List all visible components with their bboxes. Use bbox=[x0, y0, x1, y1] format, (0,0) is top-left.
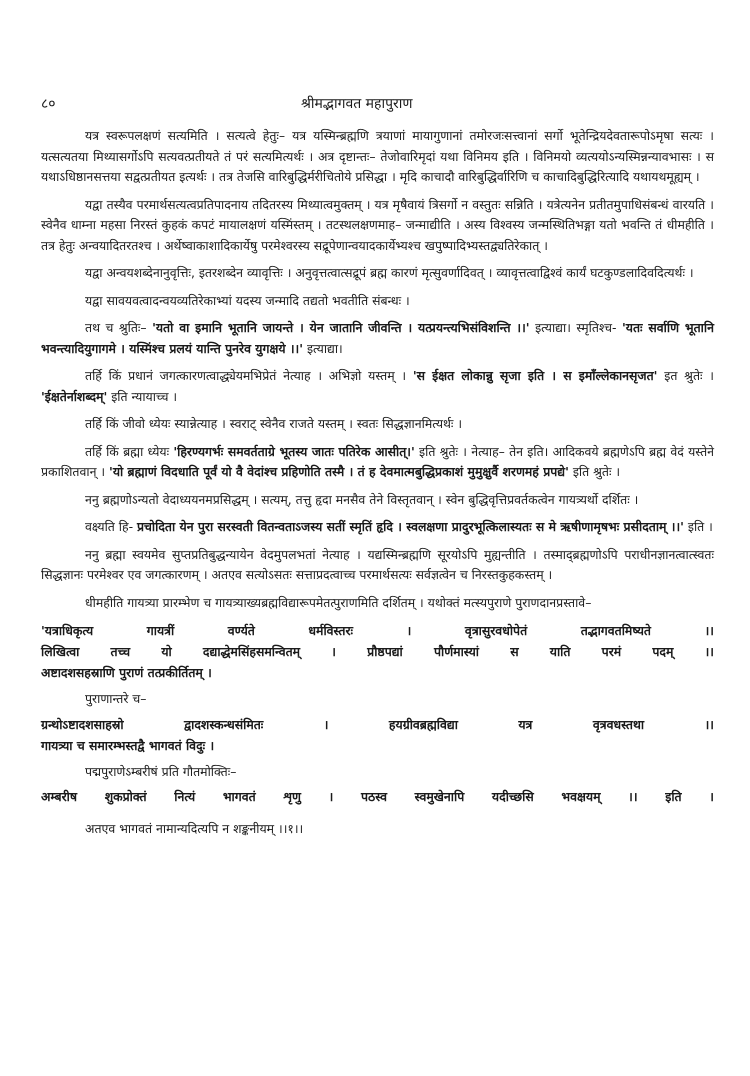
shruti-quote: 'यतो वा इमानि भूतानि जायन्ते । येन जातानि जीवन्ति । यत्प्रयन्त्यभिसंविशन्ति ।।' bbox=[152, 320, 530, 335]
commentary-body bbox=[41, 126, 714, 840]
paragraph-savayava: यद्वा सावयवत्वादन्वयव्यतिरेकाभ्यां यदस्य जन्मादि तद्यतो भवतीति संबन्धः । bbox=[85, 292, 410, 308]
verse-line: 'यत्राधिकृत्य गायत्रीं वर्ण्यते धर्मविस्तरः । वृत्रासुरवधोपेतं तद्भागवतमिष्यते ।। bbox=[41, 623, 714, 638]
vakshyati-lead: वक्ष्यति हि- bbox=[85, 519, 137, 534]
paragraph-svarupa-lakshana: यत्र स्वरूपलक्षणं सत्यमिति । सत्यत्वे हेतुः– यत्र यस्मिन्ब्रह्मणि त्रयाणां मायागुणानां तमोरजःसत्त्वानां सर्गो भूतेन्द्रियदेवतारूपोऽमृषा सत्यः । यत्सत्यतया मिथ्यासर्गोऽपि सत्यवत्प्रतीयते तं परं सत्यमित्यर्थः । अत्र दृष्टान्तः– तेजोवारिमृदां यथा विनिमय इति । विनिमयो व्यत्ययोऽन्यस्मिन्नन्यावभासः । स यथाऽधिष्ठानसत्तया सद्वत्प्रतीयत इत्यर्थः । तत्र तेजसि वारिबुद्धिर्मरीचितोये प्रसिद्धा । मृदि काचादौ वारिबुद्धिर्वारिणि च काचादिबुद्धिरित्यादि यथायथमूह्यम् । bbox=[41, 128, 714, 184]
verse-line: लिखित्वा तच्च यो दद्याद्धेमसिंहसमन्वितम् । प्रौष्ठपद्यां पौर्णमास्यां स याति परमं पदम् ।। bbox=[41, 644, 714, 659]
verse-line: गायत्र्या च समारम्भस्तद्वै भागवतं विदुः । bbox=[41, 737, 215, 753]
shruti-lead: तथ च श्रुतिः– bbox=[85, 320, 153, 335]
puranantare-intro: पुराणान्तरे च– bbox=[85, 691, 147, 706]
brahma-mid: इति श्रुतेः । नेत्याह– तेन इति। आदिकवये ब्रह्मणेऽपि ब्रह्म वेदं यस्तेने प्रकाशितवान् । bbox=[41, 443, 715, 479]
page-number: ८० bbox=[41, 96, 56, 112]
paragraph-jiva: तर्हि किं जीवो ध्येयः स्यान्नेत्याह । स्वराट् स्वेनैव राजते यस्तम् । स्वतः सिद्धज्ञानमित्यर्थः । bbox=[85, 416, 463, 431]
paragraph-shruti bbox=[41, 318, 714, 359]
vakshyati-quote: प्रचोदिता येन पुरा सरस्वती वितन्वताऽजस्य सतीं स्मृतिं हृदि । स्वलक्षणा प्रादुरभूत्किलास्यतः स मे ऋषीणामृषभः प्रसीदताम् ।।' bbox=[137, 519, 684, 534]
paragraph-mithyatva: यद्वा तस्यैव परमार्थसत्यत्वप्रतिपादनाय तदितरस्य मिथ्यात्वमुक्तम् । यत्र मृषैवायं त्रिसर्गो न वस्तुतः सन्निति । यत्रेत्यनेन प्रतीतमुपाधिसंबन्धं वारयति । स्वेनैव धाम्ना महसा निरस्तं कुहकं कपटं मायालक्षणं यस्मिंस्तम् । तटस्थलक्षणमाह– जन्माद्यीति । अस्य विश्वस्य जन्मस्थितिभङ्गा यतो भवन्ति तं धीमहीति । तत्र हेतुः अन्वयादितरतश्च । अर्थेष्वाकाशादिकार्येषु परमेश्वरस्य सद्रूपेणान्वयादकार्येभ्यश्च खपुष्पादिभ्यस्तद्व्यतिरेकात् । bbox=[41, 196, 714, 253]
shvetashvatara-quote: 'यो ब्रह्माणं विदधाति पूर्वं यो वै वेदांश्च प्रहिणोति तस्मै । तं ह देवमात्मबुद्धिप्रकाशं मुमुक्षुर्वै शरणमहं प्रपद्ये' bbox=[109, 464, 569, 479]
verse-line: अष्टादशसहस्राणि पुराणं तत्प्रकीर्तितम् । bbox=[41, 665, 212, 680]
matsya-purana-verse bbox=[41, 620, 714, 683]
page-header bbox=[41, 94, 714, 120]
running-title: श्रीमद्भागवत महापुराण bbox=[301, 96, 413, 112]
paragraph-brahma bbox=[41, 442, 714, 483]
verse-line: अम्बरीष शुकप्रोक्तं नित्यं भागवतं शृणु । पठस्व स्वमुखेनापि यदीच्छसि भवक्षयम् ।। इति । bbox=[41, 789, 714, 804]
shruti-mid: इत्याद्या। स्मृतिश्च- bbox=[529, 320, 622, 335]
shruti-tail: इत्याद्या। bbox=[303, 340, 343, 356]
brahma-lead: तर्हि किं ब्रह्मा ध्येयः bbox=[85, 443, 174, 459]
paragraph-pradhana bbox=[41, 366, 714, 407]
vakshyati-tail: इति । bbox=[683, 519, 713, 534]
pradhana-quote: 'स ईक्षत लोकान्नु सृजा इति । स इमाँल्लेकानसृजत' bbox=[412, 368, 658, 383]
paragraph-nanu-brahma: ननु ब्रह्मा स्वयमेव सुप्तप्रतिबुद्धन्यायेन वेदमुपलभतां नेत्याह । यद्यस्मिन्ब्रह्मणि सूरयोऽपि मुह्यन्तीति । तस्माद्ब्रह्मणोऽपि पराधीनज्ञानत्वात्स्वतः सिद्धज्ञानः परमेश्वर एव जगत्कारणम् । अतएव सत्योऽसतः सत्ताप्रदत्वाच्च परमार्थसत्यः सर्वज्ञत्वेन च निरस्तकुहकस्तम् । bbox=[41, 546, 714, 582]
closing-line: अतएव भागवतं नामान्यदित्यपि न शङ्कनीयम् ।।१।। bbox=[85, 821, 304, 837]
verse-line: ग्रन्थोऽष्टादशसाहस्रो द्वादशस्कन्धसंमितः । हयग्रीवब्रह्मविद्या यत्र वृत्रवधस्तथा ।। bbox=[41, 716, 714, 732]
paragraph-vakshyati bbox=[41, 517, 714, 538]
hiranyagarbha-quote: 'हिरण्यगर्भः समवर्तताग्रे भूतस्य जातः पतिरेक आसीत्।' bbox=[173, 443, 415, 459]
brahma-tail: इति श्रुतेः । bbox=[568, 464, 621, 479]
paragraph-dhimahi: धीमहीति गायत्र्या प्रारम्भेण च गायत्र्याख्यब्रह्मविद्यारूपमेतत्पुराणमिति दर्शितम् । यथोक्तं मत्स्यपुराणे पुराणदानप्रस्तावे– bbox=[85, 594, 592, 610]
smriti-quote: 'यतः सर्वाणि भूतानि भवन्त्यादियुगागमे । यस्मिंश्च प्रलयं यान्ति पुनरेव युगक्षये ।।' bbox=[41, 320, 714, 356]
padma-purana-intro: पद्मपुराणेऽम्बरीषं प्रति गौतमोक्तिः– bbox=[85, 763, 237, 779]
padma-purana-verse bbox=[41, 786, 714, 807]
puranantare-verse bbox=[41, 714, 714, 756]
pradhana-mid: इत श्रुतेः । bbox=[657, 368, 714, 383]
paragraph-anvaya: यद्वा अन्वयशब्देनानुवृत्तिः, इतरशब्देन व्यावृत्तिः । अनुवृत्तत्वात्सद्रूपं ब्रह्म कारणं मृत्सुवर्णादिवत् । व्यावृत्तत्वाद्विश्वं कार्यं घटकुण्डलादिवदित्यर्थः । bbox=[85, 265, 694, 280]
nyaya-quote: 'ईक्षतेर्नाशब्दम्' bbox=[41, 388, 108, 404]
pradhana-lead: तर्हि किं प्रधानं जगत्कारणत्वाद्ध्येयमभिप्रेतं नेत्याह । अभिज्ञो यस्तम् । bbox=[85, 368, 413, 383]
paragraph-nanu-veda: ननु ब्रह्मणोऽन्यतो वेदाध्ययनमप्रसिद्धम् । सत्यम्, तत्तु हृदा मनसैव तेने विस्तृतवान् । स्वेन बुद्धिवृत्तिप्रवर्तकत्वेन गायत्र्यर्थो दर्शितः । bbox=[85, 491, 639, 507]
pradhana-tail: इति न्यायाच्च । bbox=[107, 388, 178, 404]
